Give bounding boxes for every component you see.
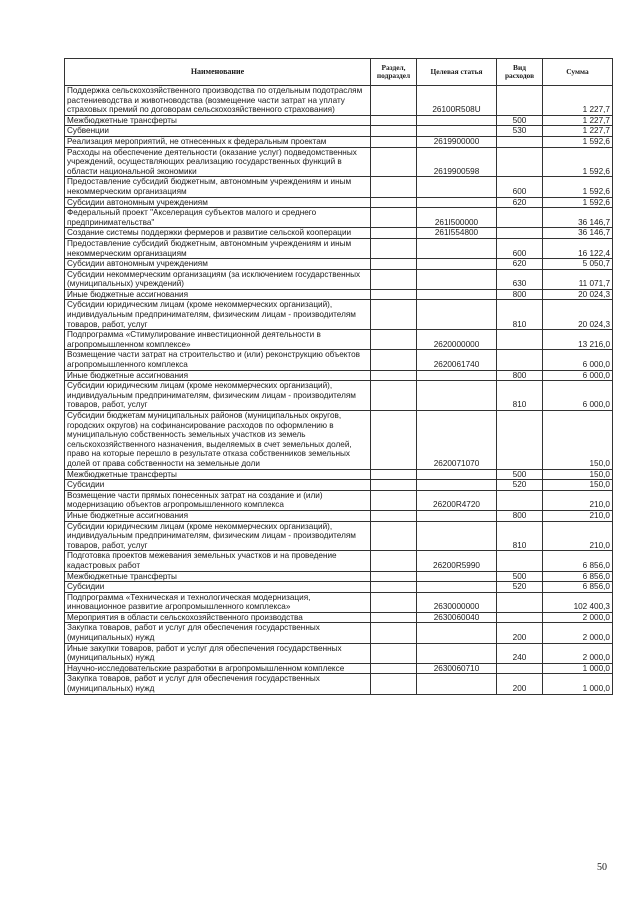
cell-sum: 1 227,7 bbox=[543, 115, 613, 126]
cell-sum: 5 050,7 bbox=[543, 259, 613, 270]
cell-expense: 620 bbox=[497, 259, 543, 270]
table-row bbox=[65, 623, 613, 643]
table-row bbox=[65, 208, 613, 228]
cell-sum: 6 000,0 bbox=[543, 381, 613, 411]
cell-name: Возмещение части прямых понесенных затрат на создание и (или) модернизацию объектов агропромышленного комплекса bbox=[65, 490, 371, 510]
cell-expense bbox=[497, 136, 543, 147]
cell-expense: 200 bbox=[497, 623, 543, 643]
table-row bbox=[65, 480, 613, 491]
cell-target bbox=[417, 623, 497, 643]
cell-sum: 16 122,4 bbox=[543, 238, 613, 258]
cell-expense: 810 bbox=[497, 381, 543, 411]
cell-name: Подготовка проектов межевания земельных участков и на проведение кадастровых работ bbox=[65, 551, 371, 571]
cell-sum: 36 146,7 bbox=[543, 228, 613, 239]
cell-section bbox=[371, 228, 417, 239]
cell-expense bbox=[497, 592, 543, 612]
cell-expense bbox=[497, 208, 543, 228]
header-name: Наименование bbox=[65, 59, 371, 86]
cell-expense: 800 bbox=[497, 370, 543, 381]
cell-target: 2619900598 bbox=[417, 147, 497, 177]
cell-target bbox=[417, 126, 497, 137]
cell-name: Иные бюджетные ассигнования bbox=[65, 510, 371, 521]
cell-name: Субсидии bbox=[65, 582, 371, 593]
cell-name: Подпрограмма «Стимулирование инвестиционной деятельности в агропромышленном комплексе» bbox=[65, 330, 371, 350]
cell-target: 2619900000 bbox=[417, 136, 497, 147]
cell-expense: 240 bbox=[497, 643, 543, 663]
cell-sum: 2 000,0 bbox=[543, 643, 613, 663]
cell-expense: 620 bbox=[497, 197, 543, 208]
cell-section bbox=[371, 86, 417, 116]
cell-sum: 6 000,0 bbox=[543, 370, 613, 381]
cell-section bbox=[371, 208, 417, 228]
cell-name: Межбюджетные трансферты bbox=[65, 571, 371, 582]
cell-name: Федеральный проект "Акселерация субъектов малого и среднего предпринимательства" bbox=[65, 208, 371, 228]
cell-section bbox=[371, 330, 417, 350]
cell-name: Подпрограмма «Техническая и технологическая модернизация, инновационное развитие агропромышленного комплекса» bbox=[65, 592, 371, 612]
budget-table bbox=[64, 58, 613, 695]
cell-name: Иные бюджетные ассигнования bbox=[65, 370, 371, 381]
cell-expense bbox=[497, 330, 543, 350]
table-row bbox=[65, 259, 613, 270]
cell-expense: 800 bbox=[497, 289, 543, 300]
cell-name: Субсидии юридическим лицам (кроме некоммерческих организаций), индивидуальным предпринимателям, физическим лицам - производителям товаров, работ, услуг bbox=[65, 521, 371, 551]
cell-section bbox=[371, 571, 417, 582]
cell-sum: 210,0 bbox=[543, 510, 613, 521]
cell-target bbox=[417, 510, 497, 521]
cell-name: Субсидии юридическим лицам (кроме некоммерческих организаций), индивидуальным предпринимателям, физическим лицам - производителям товаров, работ, услуг bbox=[65, 381, 371, 411]
cell-name: Субвенции bbox=[65, 126, 371, 137]
cell-sum: 36 146,7 bbox=[543, 208, 613, 228]
table-row bbox=[65, 177, 613, 197]
cell-sum: 150,0 bbox=[543, 480, 613, 491]
cell-section bbox=[371, 197, 417, 208]
table-body bbox=[65, 86, 613, 695]
cell-target bbox=[417, 177, 497, 197]
cell-expense: 600 bbox=[497, 177, 543, 197]
table-row bbox=[65, 643, 613, 663]
page-number: 50 bbox=[597, 862, 607, 873]
cell-name: Предоставление субсидий бюджетным, автономным учреждениям и иным некоммерческим организациям bbox=[65, 238, 371, 258]
cell-name: Предоставление субсидий бюджетным, автономным учреждениям и иным некоммерческим организациям bbox=[65, 177, 371, 197]
cell-sum: 102 400,3 bbox=[543, 592, 613, 612]
cell-sum: 1 592,6 bbox=[543, 136, 613, 147]
cell-expense: 520 bbox=[497, 582, 543, 593]
cell-name: Научно-исследовательские разработки в агропромышленном комплексе bbox=[65, 663, 371, 674]
cell-target bbox=[417, 381, 497, 411]
cell-section bbox=[371, 663, 417, 674]
cell-name: Межбюджетные трансферты bbox=[65, 469, 371, 480]
cell-expense bbox=[497, 612, 543, 623]
table-row bbox=[65, 300, 613, 330]
cell-target bbox=[417, 269, 497, 289]
cell-target: 2620000000 bbox=[417, 330, 497, 350]
cell-sum: 20 024,3 bbox=[543, 289, 613, 300]
cell-section bbox=[371, 643, 417, 663]
cell-target bbox=[417, 582, 497, 593]
cell-expense: 520 bbox=[497, 480, 543, 491]
cell-target: 26200R5990 bbox=[417, 551, 497, 571]
cell-target bbox=[417, 370, 497, 381]
cell-section bbox=[371, 521, 417, 551]
cell-name: Закупка товаров, работ и услуг для обеспечения государственных (муниципальных) нужд bbox=[65, 674, 371, 694]
cell-sum: 6 856,0 bbox=[543, 582, 613, 593]
cell-sum: 1 000,0 bbox=[543, 674, 613, 694]
cell-target bbox=[417, 238, 497, 258]
cell-expense bbox=[497, 350, 543, 370]
cell-target bbox=[417, 259, 497, 270]
cell-section bbox=[371, 623, 417, 643]
cell-section bbox=[371, 411, 417, 470]
cell-section bbox=[371, 259, 417, 270]
cell-section bbox=[371, 350, 417, 370]
table-row bbox=[65, 381, 613, 411]
cell-name: Создание системы поддержки фермеров и развитие сельской кооперации bbox=[65, 228, 371, 239]
cell-expense bbox=[497, 411, 543, 470]
cell-expense bbox=[497, 490, 543, 510]
cell-sum: 210,0 bbox=[543, 521, 613, 551]
table-row bbox=[65, 582, 613, 593]
table-row bbox=[65, 228, 613, 239]
cell-target: 261I500000 bbox=[417, 208, 497, 228]
cell-section bbox=[371, 289, 417, 300]
cell-sum: 1 227,7 bbox=[543, 86, 613, 116]
cell-name: Субсидии автономным учреждениям bbox=[65, 259, 371, 270]
cell-section bbox=[371, 370, 417, 381]
cell-expense bbox=[497, 228, 543, 239]
table-row bbox=[65, 612, 613, 623]
table-row bbox=[65, 521, 613, 551]
cell-section bbox=[371, 238, 417, 258]
table-row bbox=[65, 592, 613, 612]
cell-sum: 6 856,0 bbox=[543, 571, 613, 582]
cell-expense: 600 bbox=[497, 238, 543, 258]
cell-sum: 2 000,0 bbox=[543, 623, 613, 643]
cell-name: Закупка товаров, работ и услуг для обеспечения государственных (муниципальных) нужд bbox=[65, 623, 371, 643]
cell-sum: 6 000,0 bbox=[543, 350, 613, 370]
header-section: Раздел, подраздел bbox=[371, 59, 417, 86]
cell-sum: 11 071,7 bbox=[543, 269, 613, 289]
cell-sum: 1 227,7 bbox=[543, 126, 613, 137]
table-row bbox=[65, 411, 613, 470]
cell-name: Расходы на обеспечение деятельности (оказание услуг) подведомственных учреждений, осуществляющих реализацию государственных функций в области национальной экономики bbox=[65, 147, 371, 177]
cell-sum: 150,0 bbox=[543, 469, 613, 480]
cell-target: 2630060710 bbox=[417, 663, 497, 674]
cell-section bbox=[371, 136, 417, 147]
table-row bbox=[65, 571, 613, 582]
cell-sum: 6 856,0 bbox=[543, 551, 613, 571]
table-row bbox=[65, 674, 613, 694]
cell-section bbox=[371, 592, 417, 612]
cell-expense bbox=[497, 663, 543, 674]
cell-target bbox=[417, 521, 497, 551]
cell-expense: 800 bbox=[497, 510, 543, 521]
cell-name: Поддержка сельскохозяйственного производства по отдельным подотраслям растениеводства и животноводства (возмещение части затрат на уплату страховых премий по договорам сельскохозяйственного страхования) bbox=[65, 86, 371, 116]
cell-section bbox=[371, 126, 417, 137]
cell-target bbox=[417, 571, 497, 582]
cell-expense: 500 bbox=[497, 571, 543, 582]
table-row bbox=[65, 469, 613, 480]
cell-sum: 1 592,6 bbox=[543, 197, 613, 208]
cell-target bbox=[417, 115, 497, 126]
cell-sum: 210,0 bbox=[543, 490, 613, 510]
cell-target bbox=[417, 469, 497, 480]
cell-name: Межбюджетные трансферты bbox=[65, 115, 371, 126]
cell-name: Реализация мероприятий, не отнесенных к федеральным проектам bbox=[65, 136, 371, 147]
cell-name: Иные бюджетные ассигнования bbox=[65, 289, 371, 300]
cell-target: 261I554800 bbox=[417, 228, 497, 239]
cell-sum: 1 000,0 bbox=[543, 663, 613, 674]
cell-target: 26200R4720 bbox=[417, 490, 497, 510]
header-target: Целевая статья bbox=[417, 59, 497, 86]
cell-section bbox=[371, 300, 417, 330]
cell-sum: 1 592,6 bbox=[543, 177, 613, 197]
table-row bbox=[65, 269, 613, 289]
table-header-row bbox=[65, 59, 613, 86]
cell-target bbox=[417, 197, 497, 208]
header-expense: Вид расходов bbox=[497, 59, 543, 86]
cell-sum: 13 216,0 bbox=[543, 330, 613, 350]
table-row bbox=[65, 330, 613, 350]
cell-section bbox=[371, 381, 417, 411]
table-row bbox=[65, 126, 613, 137]
cell-expense: 200 bbox=[497, 674, 543, 694]
cell-name: Субсидии бюджетам муниципальных районов (муниципальных округов, городских округов) на софинансирование расходов по оформлению в муниципальную собственность земельных участков из земель сельскохозяйственного назначения, выделяемых в счет земельных долей, право на которые перешло в результате отказа собственников земельных долей от права собственности на земельные доли bbox=[65, 411, 371, 470]
cell-sum: 1 592,6 bbox=[543, 147, 613, 177]
cell-target bbox=[417, 674, 497, 694]
cell-expense bbox=[497, 86, 543, 116]
cell-name: Возмещение части затрат на строительство и (или) реконструкцию объектов агропромышленного комплекса bbox=[65, 350, 371, 370]
cell-section bbox=[371, 612, 417, 623]
cell-name: Мероприятия в области сельскохозяйственного производства bbox=[65, 612, 371, 623]
cell-expense bbox=[497, 551, 543, 571]
table-row bbox=[65, 86, 613, 116]
cell-expense: 500 bbox=[497, 115, 543, 126]
cell-name: Субсидии некоммерческим организациям (за исключением государственных (муниципальных) учреждений) bbox=[65, 269, 371, 289]
cell-target bbox=[417, 300, 497, 330]
cell-target bbox=[417, 289, 497, 300]
cell-target bbox=[417, 643, 497, 663]
cell-target: 2630060040 bbox=[417, 612, 497, 623]
cell-section bbox=[371, 269, 417, 289]
table-row bbox=[65, 551, 613, 571]
cell-section bbox=[371, 674, 417, 694]
cell-target bbox=[417, 480, 497, 491]
cell-target: 2620071070 bbox=[417, 411, 497, 470]
cell-sum: 2 000,0 bbox=[543, 612, 613, 623]
cell-section bbox=[371, 480, 417, 491]
cell-name: Субсидии bbox=[65, 480, 371, 491]
table-row bbox=[65, 350, 613, 370]
table-row bbox=[65, 115, 613, 126]
cell-section bbox=[371, 582, 417, 593]
cell-name: Субсидии юридическим лицам (кроме некоммерческих организаций), индивидуальным предпринимателям, физическим лицам - производителям товаров, работ, услуг bbox=[65, 300, 371, 330]
cell-sum: 150,0 bbox=[543, 411, 613, 470]
cell-section bbox=[371, 469, 417, 480]
cell-name: Иные закупки товаров, работ и услуг для обеспечения государственных (муниципальных) нужд bbox=[65, 643, 371, 663]
table-row bbox=[65, 370, 613, 381]
cell-section bbox=[371, 551, 417, 571]
cell-expense: 810 bbox=[497, 521, 543, 551]
cell-expense bbox=[497, 147, 543, 177]
table-row bbox=[65, 136, 613, 147]
cell-expense: 530 bbox=[497, 126, 543, 137]
cell-target: 2630000000 bbox=[417, 592, 497, 612]
cell-target: 26100R508U bbox=[417, 86, 497, 116]
table-row bbox=[65, 147, 613, 177]
cell-expense: 810 bbox=[497, 300, 543, 330]
header-sum: Сумма bbox=[543, 59, 613, 86]
table-row bbox=[65, 663, 613, 674]
cell-expense: 630 bbox=[497, 269, 543, 289]
table-row bbox=[65, 289, 613, 300]
cell-section bbox=[371, 115, 417, 126]
cell-section bbox=[371, 147, 417, 177]
table-row bbox=[65, 238, 613, 258]
cell-section bbox=[371, 510, 417, 521]
table-row bbox=[65, 490, 613, 510]
cell-section bbox=[371, 177, 417, 197]
table-row bbox=[65, 197, 613, 208]
cell-name: Субсидии автономным учреждениям bbox=[65, 197, 371, 208]
table-row bbox=[65, 510, 613, 521]
cell-expense: 500 bbox=[497, 469, 543, 480]
cell-target: 2620061740 bbox=[417, 350, 497, 370]
cell-sum: 20 024,3 bbox=[543, 300, 613, 330]
cell-section bbox=[371, 490, 417, 510]
